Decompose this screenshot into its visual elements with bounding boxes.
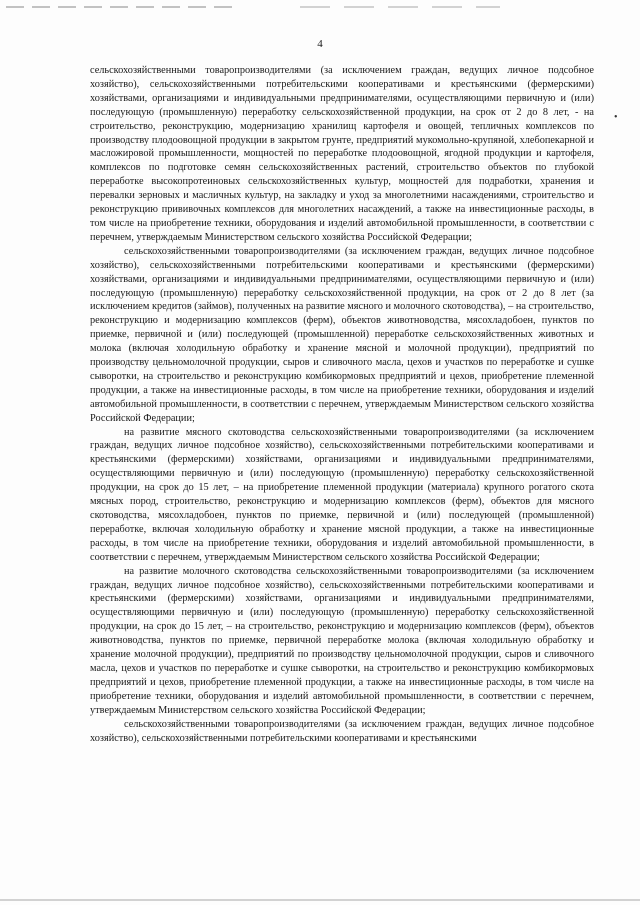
paragraph-3: на развитие мясного скотоводства сельскохозяйственными товаропроизводителями (за исключением граждан, ведущих личное подсобное хозяйство), сельскохозяйственными потребительскими кооперативами и крестьянскими (фермерскими) хозяйствами, организациями и индивидуальными предпринимателями, осуществляющими первичную и (или) последующую (промышленную) переработку сельскохозяйственной продукции, на срок до 15 лет, – на приобретение племенной продукции (материала) крупного рогатого скота мясных пород, строительство, реконструкцию и модернизацию комплексов (ферм), объектов для мясного скотоводства, мясохладобоен, пунктов по приемке, первичной и (или) последующей (промышленной) переработке, включая холодильную обработку и хранение мясной продукции, а также на инвестиционные расходы, в том числе на приобретение техники, оборудования и изделий автомобильной промышленности, в соответствии с перечнем, утверждаемым Министерством сельского хозяйства Российской Федерации; (90, 426, 594, 563)
paragraph-2: сельскохозяйственными товаропроизводителями (за исключением граждан, ведущих личное подсобное хозяйство), сельскохозяйственными потребительскими кооперативами и крестьянскими (фермерскими) хозяйствами, организациями и индивидуальными предпринимателями, осуществляющими первичную и (или) последующую (промышленную) переработку сельскохозяйственной продукции, на срок от 2 до 8 лет (за исключением кредитов (займов), полученных на развитие мясного и молочного скотоводства), – на строительство, реконструкцию и модернизацию комплексов (ферм), объектов животноводства, мясохладобоен, пунктов по приемке, первичной и (или) последующей (промышленной) переработке сельскохозяйственных животных и молока (включая холодильную обработку и хранение мясной и молочной продукции), предприятий по производству цельномолочной продукции, сыров и сливочного масла, цехов и участков по переработке и сушке сыворотки, на строительство и реконструкцию комбикормовых предприятий и цехов, приобретение племенной продукции, а также на инвестиционные расходы, в том числе на приобретение техники, оборудования и изделий автомобильной промышленности, в соответствии с перечнем, утверждаемым Министерством сельского хозяйства Российской Федерации; (90, 245, 594, 424)
paragraph-1: сельскохозяйственными товаропроизводителями (за исключением граждан, ведущих личное подсобное хозяйство), сельскохозяйственными потребительскими кооперативами и крестьянскими (фермерскими) хозяйствами, организациями и индивидуальными предпринимателями, осуществляющими первичную и (или) последующую (промышленную) переработку сельскохозяйственной продукции, на срок от 2 до 8 лет, - на строительство, реконструкцию, модернизацию хранилищ картофеля и овощей, тепличных комплексов по производству плодоовощной продукции в закрытом грунте, предприятий мукомольно-крупяной, хлебопекарной и масложировой промышленности, мощностей по переработке плодоовощной, ягодной продукции и картофеля, комплексов по подготовке семян сельскохозяйственных растений, строительство объектов по глубокой переработке высокопротеиновых сельскохозяйственных культур, мощностей для подработки, хранения и перевалки зерновых и масличных культур, на закладку и уход за многолетними насаждениями, строительство и реконструкцию прививочных комплексов для многолетних насаждений, а также на инвестиционные расходы, в том числе на приобретение техники, оборудования и изделий автомобильной промышленности, в соответствии с перечнем, утверждаемым Министерством сельского хозяйства Российской Федерации; (90, 65, 594, 243)
scan-artifact-bottom (0, 899, 640, 901)
scan-artifact-top (6, 6, 236, 8)
scan-artifact-top-right (300, 6, 500, 8)
paragraph-4: на развитие молочного скотоводства сельскохозяйственными товаропроизводителями (за исключением граждан, ведущих личное подсобное хозяйство), сельскохозяйственными потребительскими кооперативами и крестьянскими (фермерскими) хозяйствами, организациями и индивидуальными предпринимателями, осуществляющими первичную и (или) последующую (промышленную) переработку сельскохозяйственной продукции, на срок до 15 лет, – на строительство, реконструкцию и модернизацию комплексов (ферм), объектов животноводства, пунктов по приемке, первичной переработке молока (включая холодильную обработку и хранение молочной продукции), предприятий по производству цельномолочной продукции, сыров и сливочного масла, цехов и участков по переработке и сушке сыворотки, на строительство и реконструкцию комбикормовых предприятий и цехов, приобретение племенной продукции, а также на инвестиционные расходы, в том числе на приобретение техники, оборудования и изделий автомобильной промышленности, в соответствии с перечнем, утверждаемым Министерством сельского хозяйства Российской Федерации; (90, 565, 594, 716)
document-body (90, 64, 594, 745)
paragraph-5: сельскохозяйственными товаропроизводителями (за исключением граждан, ведущих личное подсобное хозяйство), сельскохозяйственными потребительскими кооперативами и крестьянскими (90, 718, 594, 744)
margin-mark: • (614, 112, 618, 123)
page-number: 4 (317, 38, 323, 50)
